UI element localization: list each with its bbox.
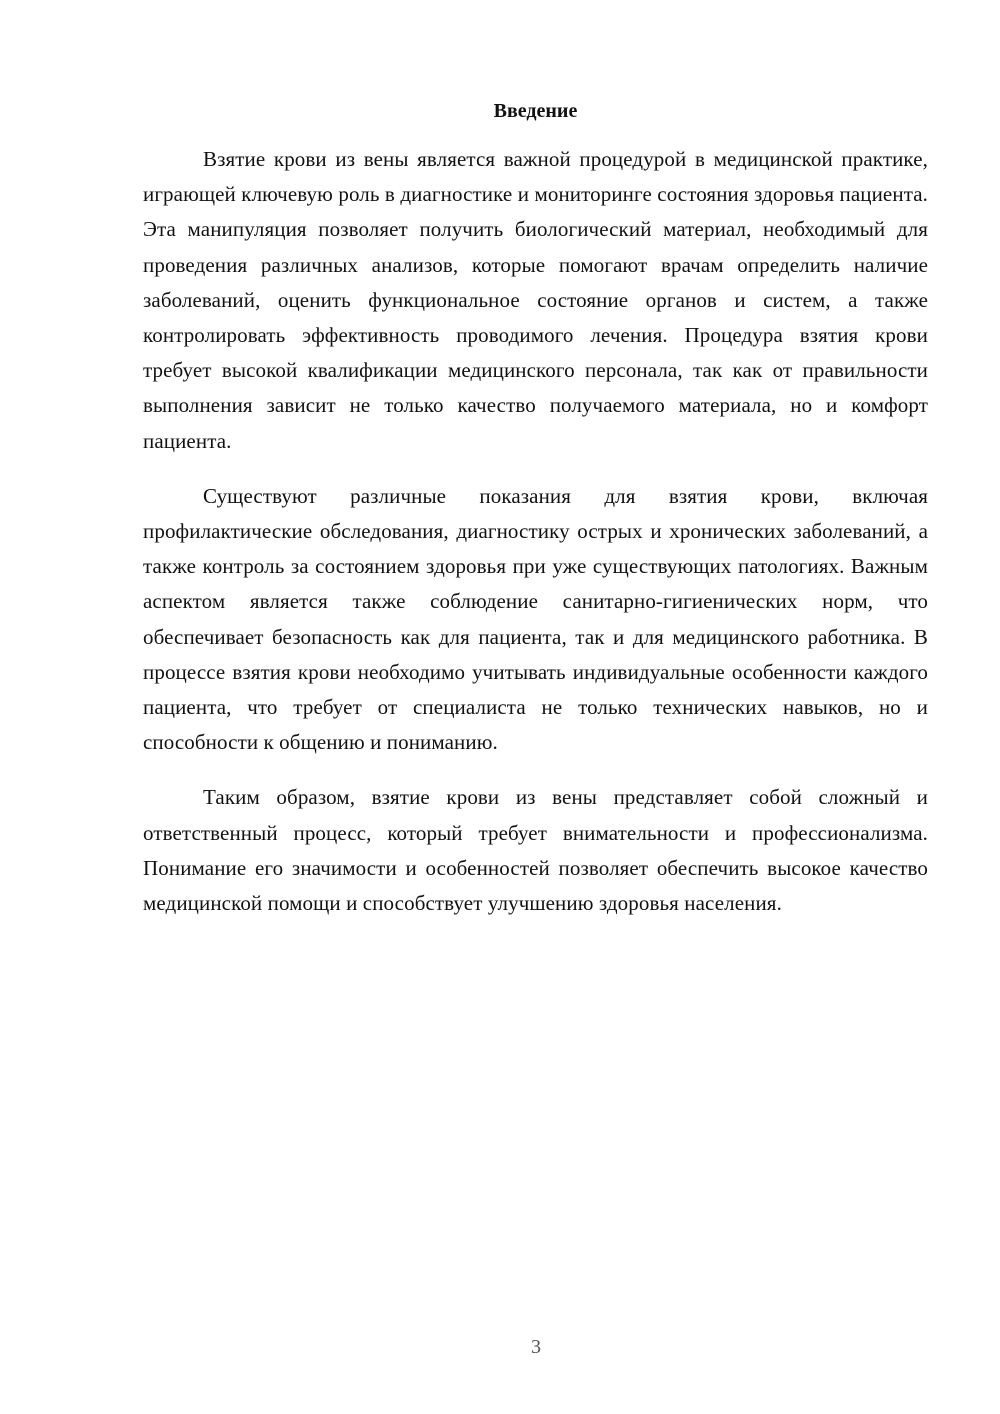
paragraph-2: Существуют различные показания для взятия крови, включая профилактические обследования, диагностику острых и хронических заболеваний, а также контроль за состоянием здоровья при уже существующих патологиях. Важным аспектом является также соблюдение санитарно-гигиенических норм, что обеспечивает безопасность как для пациента, так и для медицинского работника. В процессе взятия крови необходимо учитывать индивидуальные особенности каждого пациента, что требует от специалиста не только технических навыков, но и способности к общению и пониманию. xyxy=(143,483,928,755)
page-number: 3 xyxy=(531,1336,541,1358)
body-text xyxy=(143,142,928,941)
paragraph-1: Взятие крови из вены является важной процедурой в медицинской практике, играющей ключевую роль в диагностике и мониторинге состояния здоровья пациента. Эта манипуляция позволяет получить биологический материал, необходимый для проведения различных анализов, которые помогают врачам определить наличие заболеваний, оценить функциональное состояние органов и систем, а также контролировать эффективность проводимого лечения. Процедура взятия крови требует высокой квалификации медицинского персонала, так как от правильности выполнения зависит не только качество получаемого материала, но и комфорт пациента. xyxy=(143,147,928,453)
section-heading: Введение xyxy=(493,100,578,122)
paragraph-3: Таким образом, взятие крови из вены представляет собой сложный и ответственный процесс, который требует внимательности и профессионализма. Понимание его значимости и особенностей позволяет обеспечить высокое качество медицинской помощи и способствует улучшению здоровья населения. xyxy=(143,785,928,916)
